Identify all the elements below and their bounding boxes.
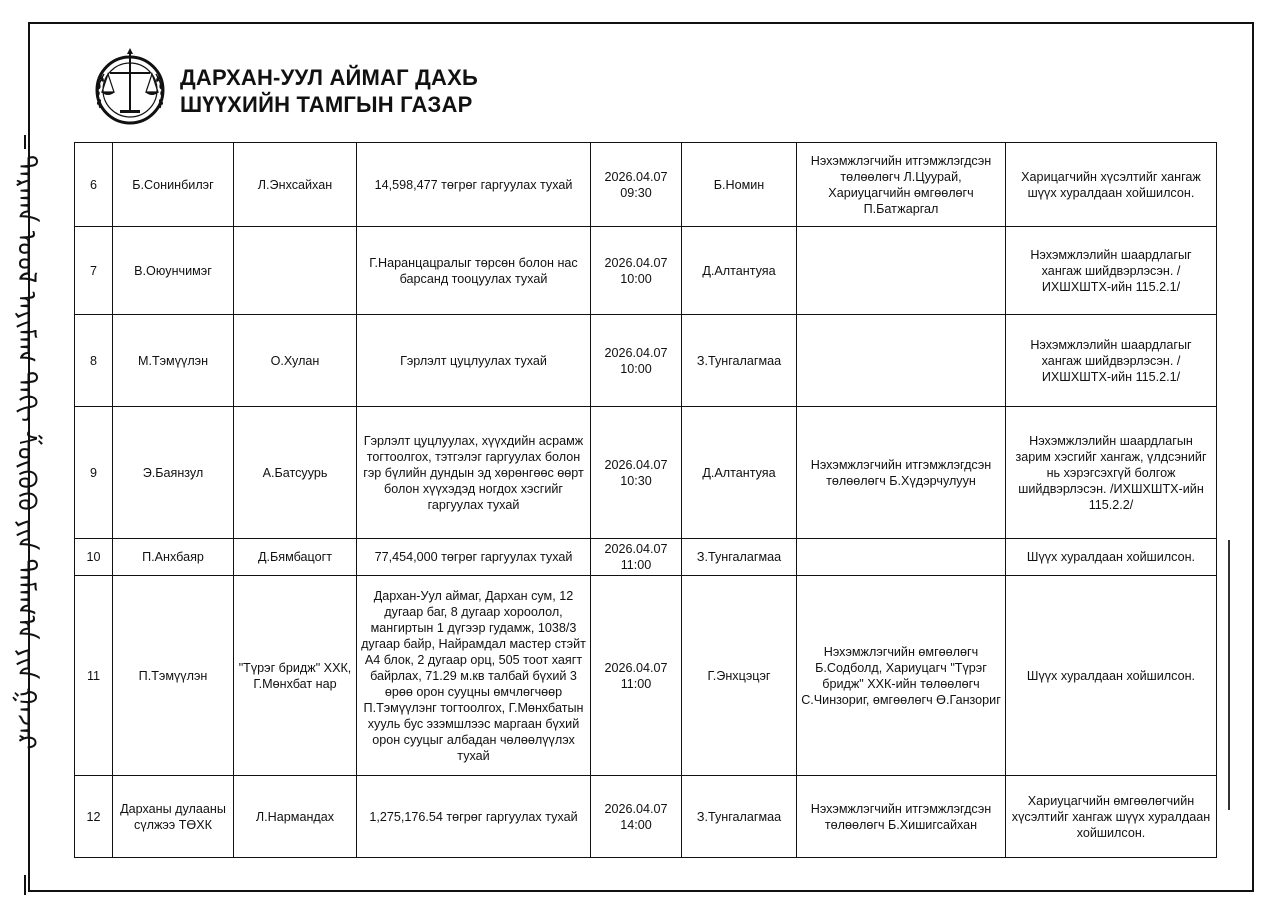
cell-participants xyxy=(797,227,1006,315)
title-line-2: ШҮҮХИЙН ТАМГЫН ГАЗАР xyxy=(180,92,473,117)
cell-participants: Нэхэмжлэгчийн итгэмжлэгдсэн төлөөлөгч Б.Хишигсайхан xyxy=(797,776,1006,858)
cell-claim: Гэрлэлт цуцлуулах тухай xyxy=(357,315,591,407)
mongolian-script-sidebar xyxy=(2,135,50,895)
cell-time: 11:00 xyxy=(620,676,652,691)
cell-participants xyxy=(797,315,1006,407)
cell-participants xyxy=(797,539,1006,576)
cell-defendant xyxy=(234,227,357,315)
cell-judge: З.Тунгалагмаа xyxy=(682,776,797,858)
cell-participants: Нэхэмжлэгчийн итгэмжлэгдсэн төлөөлөгч Л.Цуурай, Хариуцагчийн өмгөөлөгч П.Батжаргал xyxy=(797,143,1006,227)
cell-no: 12 xyxy=(75,776,113,858)
cell-result: Нэхэмжлэлийн шаардлагын зарим хэсгийг хангаж, үлдсэнийг нь хэрэгсэхгүй болгож шийдвэрлэсэн. /ИХШХШТХ-ийн 115.2.2/ xyxy=(1006,407,1217,539)
cell-date: 2026.04.07 xyxy=(604,660,668,675)
cell-time: 10:30 xyxy=(620,473,652,488)
right-edge-mark xyxy=(1228,540,1230,810)
cell-no: 9 xyxy=(75,407,113,539)
cell-date: 2026.04.07 xyxy=(604,801,668,816)
cell-date: 2026.04.07 xyxy=(604,542,668,556)
cell-defendant: "Түрэг бридж" ХХК, Г.Мөнхбат нар xyxy=(234,576,357,776)
cell-defendant: Д.Бямбацогт xyxy=(234,539,357,576)
cell-datetime xyxy=(591,315,682,407)
mongolian-script-text: ᠳᠠᠷᠬᠠᠨ ᠤᠤᠯ ᠠᠶᠢᠮᠠᠭ ᠳᠠᠬᠢ ᠱᠦᠭᠦᠬᠦ ᠶᠢᠨ ᠲᠠᠮᠠᠭ᠎ᠠ ᠶᠢᠨ ᠭᠠᠵᠠᠷ xyxy=(11,155,41,750)
cell-judge: Б.Номин xyxy=(682,143,797,227)
cell-plaintiff: Б.Сонинбилэг xyxy=(113,143,234,227)
cell-datetime xyxy=(591,539,682,576)
court-cases-table xyxy=(74,142,1217,858)
cell-plaintiff: П.Тэмүүлэн xyxy=(113,576,234,776)
cell-date: 2026.04.07 xyxy=(604,345,668,360)
cell-plaintiff: В.Оюунчимэг xyxy=(113,227,234,315)
cell-defendant: О.Хулан xyxy=(234,315,357,407)
table-row xyxy=(75,776,1217,858)
cell-judge: З.Тунгалагмаа xyxy=(682,315,797,407)
cell-result: Харицагчийн хүсэлтийг хангаж шүүх хуралдаан хойшилсон. xyxy=(1006,143,1217,227)
cell-plaintiff: М.Тэмүүлэн xyxy=(113,315,234,407)
cell-time: 10:00 xyxy=(620,361,652,376)
cell-judge: Г.Энхцэцэг xyxy=(682,576,797,776)
table-row xyxy=(75,315,1217,407)
cell-claim: 77,454,000 төгрөг гаргуулах тухай xyxy=(357,539,591,576)
table-row xyxy=(75,227,1217,315)
cell-datetime xyxy=(591,143,682,227)
cell-claim: Гэрлэлт цуцлуулах, хүүхдийн асрамж тогтоолгох, тэтгэлэг гаргуулах болон гэр бүлийн дундын эд хөрөнгөөс өөрт болон хүүхэдэд ногдох хэсгийг гаргуулах тухай xyxy=(357,407,591,539)
cell-claim: 1,275,176.54 төгрөг гаргуулах тухай xyxy=(357,776,591,858)
cell-date: 2026.04.07 xyxy=(604,255,668,270)
cell-plaintiff: Э.Баянзул xyxy=(113,407,234,539)
cell-datetime xyxy=(591,576,682,776)
cell-judge: Д.Алтантуяа xyxy=(682,407,797,539)
cell-time: 10:00 xyxy=(620,271,652,286)
cell-time: 14:00 xyxy=(620,817,652,832)
cell-judge: З.Тунгалагмаа xyxy=(682,539,797,576)
sidebar-line-top xyxy=(24,135,26,149)
cell-defendant: Л.Энхсайхан xyxy=(234,143,357,227)
cell-time: 11:00 xyxy=(620,558,652,572)
cell-result: Хариуцагчийн өмгөөлөгчийн хүсэлтийг хангаж шүүх хуралдаан хойшилсон. xyxy=(1006,776,1217,858)
cell-datetime xyxy=(591,407,682,539)
cell-participants: Нэхэмжлэгчийн өмгөөлөгч Б.Содболд, Хариуцагч "Түрэг бридж" ХХК-ийн төлөөлөгч С.Чинзориг, өмгөөлөгч Ө.Ганзориг xyxy=(797,576,1006,776)
cell-claim: 14,598,477 төгрөг гаргуулах тухай xyxy=(357,143,591,227)
cell-claim: Дархан-Уул аймаг, Дархан сум, 12 дугаар баг, 8 дугаар хороолол, мангиртын 1 дүгээр гудамж, 1038/3 дугаар байр, Найрамдал мастер стэйт А4 блок, 2 дугаар орц, 505 тоот хаягт байрлах, 71.29 м.кв талбай бүхий 3 өрөө орон сууцны өмчлөгчөөр П.Тэмүүлэнг тогтоолгох, Г.Мөнхбатын хууль бус эзэмшлээс маргаан бүхий орон сууцыг албадан чөлөөлүүлэх тухай xyxy=(357,576,591,776)
cell-no: 6 xyxy=(75,143,113,227)
cell-no: 10 xyxy=(75,539,113,576)
cell-result: Нэхэмжлэлийн шаардлагыг хангаж шийдвэрлэсэн. /ИХШХШТХ-ийн 115.2.1/ xyxy=(1006,227,1217,315)
cell-plaintiff: Дарханы дулааны сүлжээ ТӨХК xyxy=(113,776,234,858)
cell-result: Шүүх хуралдаан хойшилсон. xyxy=(1006,576,1217,776)
cell-date: 2026.04.07 xyxy=(604,457,668,472)
cell-datetime xyxy=(591,227,682,315)
cell-claim: Г.Наранцацралыг төрсөн болон нас барсанд тооцуулах тухай xyxy=(357,227,591,315)
table-row xyxy=(75,539,1217,576)
cell-result: Шүүх хуралдаан хойшилсон. xyxy=(1006,539,1217,576)
cell-plaintiff: П.Анхбаяр xyxy=(113,539,234,576)
title-line-1: ДАРХАН-УУЛ АЙМАГ ДАХЬ xyxy=(180,65,478,90)
cell-judge: Д.Алтантуяа xyxy=(682,227,797,315)
cell-participants: Нэхэмжлэгчийн итгэмжлэгдсэн төлөөлөгч Б.Хүдэрчулуун xyxy=(797,407,1006,539)
table-row xyxy=(75,576,1217,776)
sidebar-line-bottom xyxy=(24,875,26,895)
cell-no: 8 xyxy=(75,315,113,407)
table-row xyxy=(75,407,1217,539)
cell-defendant: А.Батсуурь xyxy=(234,407,357,539)
cell-defendant: Л.Нармандах xyxy=(234,776,357,858)
cell-datetime xyxy=(591,776,682,858)
cell-no: 7 xyxy=(75,227,113,315)
cell-no: 11 xyxy=(75,576,113,776)
page-title xyxy=(180,64,478,118)
cell-result: Нэхэмжлэлийн шаардлагыг хангаж шийдвэрлэсэн. /ИХШХШТХ-ийн 115.2.1/ xyxy=(1006,315,1217,407)
table-row xyxy=(75,143,1217,227)
court-emblem-icon xyxy=(90,44,170,130)
cell-date: 2026.04.07 xyxy=(604,169,668,184)
cell-time: 09:30 xyxy=(620,185,652,200)
